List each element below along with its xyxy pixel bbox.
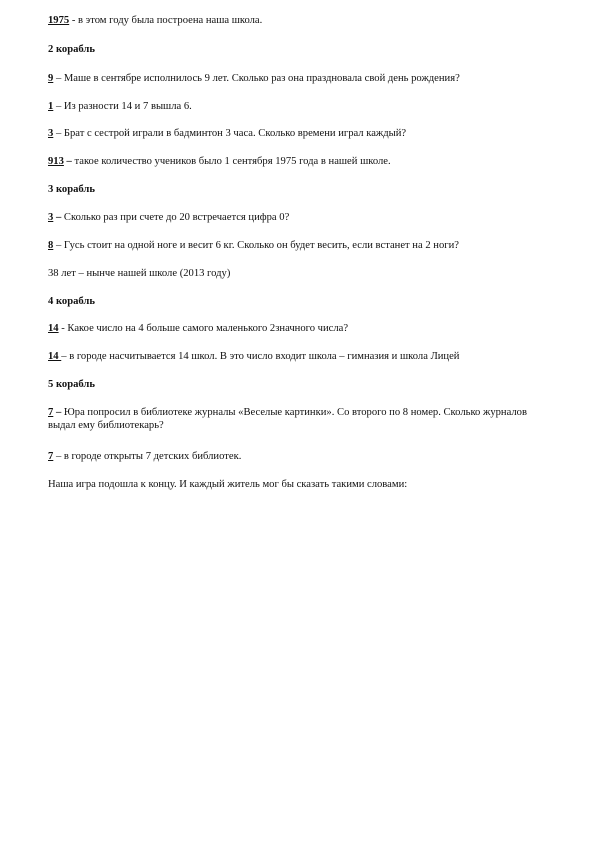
line-number: 1975 [48,15,70,26]
line-separator: - [69,15,79,26]
heading-ship-3: 3 корабль [48,184,95,195]
line-fact [48,155,548,168]
line-separator: – [53,212,64,223]
line-text: Юра попросил в библиотеке журналы «Веселые картинки». Со второго по 8 номер. Сколько журналов выдал ему библиотекарь? [48,407,527,431]
line-question [48,100,548,113]
line-number: 3 [48,128,54,139]
line-closing: Наша игра подошла к концу. И каждый житель мог бы сказать такими словами: [48,479,408,490]
line-number: 14 [48,323,59,334]
line-number: 1 [48,101,54,112]
line-separator: – [53,73,64,84]
heading-ship-4: 4 корабль [48,296,95,307]
line-separator: – [53,407,64,418]
line-separator: – [53,101,64,112]
line-number: 7 [48,407,54,418]
line-school-age: 38 лет – нынче нашей школе (2013 году) [48,268,231,279]
line-text: Гусь стоит на одной ноге и весит 6 кг. Сколько он будет весить, если встанет на 2 ноги? [63,240,459,251]
line-question [48,211,548,224]
heading-ship-2: 2 корабль [48,44,95,55]
line-separator: – [53,128,64,139]
line-number: 9 [48,73,54,84]
line-fact [48,450,548,463]
line-text: такое количество учеников было 1 сентября 1975 года в нашей школе. [74,156,391,167]
line-number: 14 [48,351,62,362]
line-number: 913 [48,156,64,167]
line-fact [48,350,548,363]
line-text: в городе открыты 7 детских библиотек. [63,451,242,462]
line-separator: – [61,351,70,362]
line-text: в этом году была построена наша школа. [78,15,263,26]
line-question [48,406,548,432]
line-question [48,322,548,335]
line-separator: - [58,323,68,334]
line-question [48,72,548,85]
line-text: Какое число на 4 больше самого маленького 2значного числа? [67,323,349,334]
line-text: Сколько раз при счете до 20 встречается цифра 0? [63,212,290,223]
line-text: Из разности 14 и 7 вышла 6. [63,101,192,112]
heading-ship-5: 5 корабль [48,379,95,390]
line-1975 [48,14,548,27]
line-number: 8 [48,240,54,251]
line-text: в городе насчитывается 14 школ. В это число входит школа – гимназия и школа Лицей [69,351,460,362]
line-number: 3 [48,212,54,223]
line-separator: – [53,451,64,462]
line-number: 7 [48,451,54,462]
line-question [48,239,548,252]
line-text: Маше в сентябре исполнилось 9 лет. Сколько раз она праздновала свой день рождения? [63,73,460,84]
line-text: Брат с сестрой играли в бадминтон 3 часа. Сколько времени играл каждый? [63,128,407,139]
line-question [48,127,548,140]
line-separator: – [63,156,75,167]
line-separator: – [53,240,64,251]
